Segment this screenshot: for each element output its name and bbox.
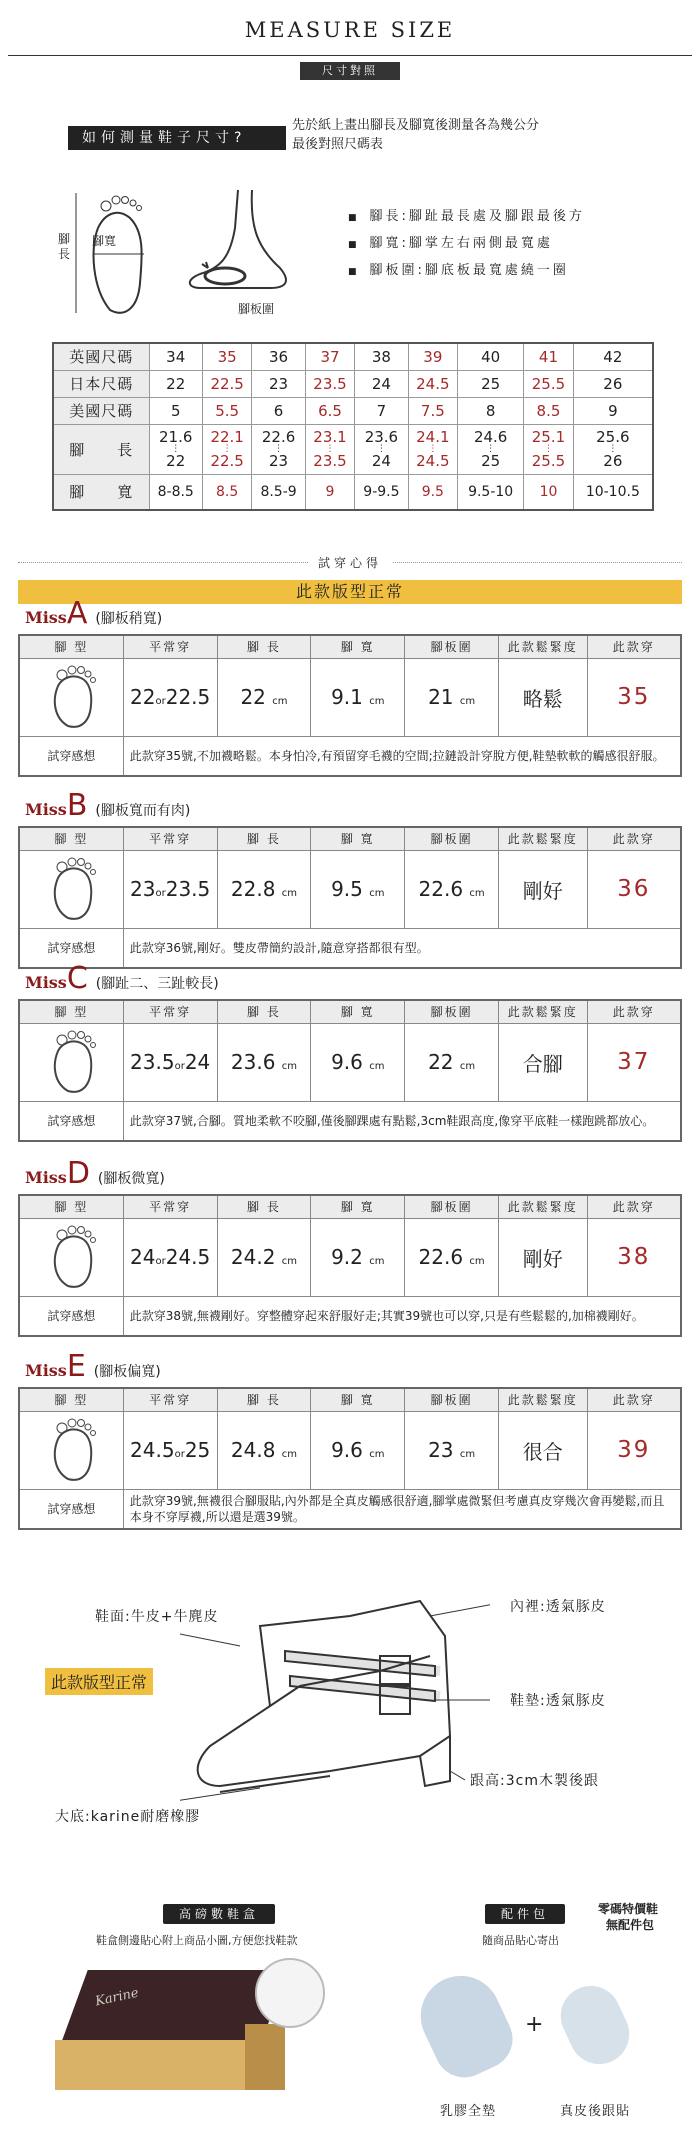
length-min: 25.1 xyxy=(531,427,566,446)
fit-col-header: 此款鬆緊度 xyxy=(499,1195,588,1218)
length-cell: 25.6 ⋮ 26 xyxy=(573,424,653,474)
chosen-size: 35 xyxy=(587,658,681,736)
size-row-label: 日本尺碼 xyxy=(53,370,149,397)
fit-col-header: 腳 寬 xyxy=(311,1195,405,1218)
bullet-width: ■ 腳寬:腳掌左右兩側最寬處 xyxy=(348,231,585,258)
foot-length-label: 腳長 xyxy=(58,232,71,261)
bullet-length: ■ 腳長:腳趾最長處及腳跟最後方 xyxy=(348,204,585,231)
size-row-label: 美國尺碼 xyxy=(53,397,149,424)
heel-pad-image xyxy=(551,1976,639,2074)
foot-shape-icon xyxy=(19,850,123,928)
size-cell: 22.5 xyxy=(202,370,251,397)
foot-side-icon xyxy=(180,188,320,298)
header-divider xyxy=(8,55,692,56)
chosen-size: 36 xyxy=(587,850,681,928)
lining-material: 內裡:透氣豚皮 xyxy=(510,1599,606,1615)
size-cell: 25.5 xyxy=(524,370,573,397)
size-cell: 41 xyxy=(524,343,573,370)
fit-col-header: 腳 型 xyxy=(19,1000,123,1023)
trial-comment: 此款穿37號,合腳。質地柔軟不咬腳,僅後腳踝處有點鬆,3cm鞋跟高度,像穿平底鞋一樣跑跳都放心。 xyxy=(123,1101,681,1141)
foot-shape-icon xyxy=(19,1023,123,1101)
length-min: 21.6 xyxy=(159,427,193,446)
product-fit-banner: 此款版型正常 xyxy=(45,1668,153,1695)
size-row xyxy=(53,343,653,370)
length-cell: 23.1 ⋮ 23.5 xyxy=(305,424,354,474)
length-label: 腳 長 xyxy=(53,424,149,474)
fit-col-header: 腳板圍 xyxy=(405,635,499,658)
length-cell: 22.1 ⋮ 22.5 xyxy=(202,424,251,474)
box-title: 高磅數鞋盒 xyxy=(163,1904,275,1924)
fit-col-header: 腳 長 xyxy=(217,1195,311,1218)
fit-col-header: 腳 寬 xyxy=(311,635,405,658)
model-fit-table xyxy=(18,826,682,969)
foot-width: 9.5 cm xyxy=(311,850,405,928)
size-cell: 38 xyxy=(355,343,408,370)
foot-shape-icon xyxy=(19,1218,123,1296)
length-max: 22 xyxy=(166,451,186,470)
foot-shape-icon xyxy=(19,658,123,736)
model-title: MissA (腳板稍寬) xyxy=(25,596,163,631)
model-letter: E xyxy=(66,1349,86,1384)
length-min: 23.1 xyxy=(313,427,347,446)
fit-tightness: 很合 xyxy=(499,1411,588,1489)
size-cell: 24 xyxy=(355,370,408,397)
length-cell: 24.1 ⋮ 24.5 xyxy=(408,424,457,474)
length-cell: 25.1 ⋮ 25.5 xyxy=(524,424,573,474)
model-letter: C xyxy=(66,961,88,996)
model-title: MissC (腳趾二、三趾較長) xyxy=(25,961,219,996)
foot-shape-icon xyxy=(19,1411,123,1489)
size-cell: 37 xyxy=(305,343,354,370)
measure-instruction-1: 先於紙上畫出腳長及腳寬後測量各為幾公分 xyxy=(292,118,540,133)
fit-col-header: 腳板圍 xyxy=(405,1388,499,1411)
length-max: 26 xyxy=(603,451,623,470)
normal-size: 24or24.5 xyxy=(123,1218,217,1296)
size-cell: 5.5 xyxy=(202,397,251,424)
box-note: 鞋盒側邊貼心附上商品小圖,方便您找鞋款 xyxy=(96,1934,298,1947)
foot-instep: 22.6 cm xyxy=(405,1218,499,1296)
fit-col-header: 腳板圍 xyxy=(405,827,499,850)
size-cell: 8.5 xyxy=(524,397,573,424)
accessory-title: 配件包 xyxy=(485,1904,565,1924)
chosen-size: 39 xyxy=(587,1411,681,1489)
model-desc: (腳趾二、三趾較長) xyxy=(95,976,219,992)
comment-label: 試穿感想 xyxy=(19,928,123,968)
fit-col-header: 腳 型 xyxy=(19,827,123,850)
upper-material: 鞋面:牛皮+牛麂皮 xyxy=(95,1609,219,1625)
normal-size: 22or22.5 xyxy=(123,658,217,736)
size-cell: 6.5 xyxy=(305,397,354,424)
header-subtitle: 尺寸對照 xyxy=(300,62,400,80)
model-desc: (腳板微寬) xyxy=(97,1171,165,1187)
size-chart xyxy=(52,342,654,511)
width-cell: 9.5-10 xyxy=(458,474,524,510)
fit-col-header: 此款穿 xyxy=(587,827,681,850)
length-max: 25 xyxy=(481,451,501,470)
length-row xyxy=(53,424,653,474)
size-cell: 7.5 xyxy=(408,397,457,424)
length-max: 24.5 xyxy=(416,451,450,470)
length-min: 24.1 xyxy=(416,427,450,446)
length-min: 23.6 xyxy=(364,427,399,446)
fit-col-header: 腳 寬 xyxy=(311,1000,405,1023)
measure-instruction-2: 最後對照尺碼表 xyxy=(292,137,384,152)
size-cell: 22 xyxy=(149,370,202,397)
foot-instep: 22.6 cm xyxy=(405,850,499,928)
accessory-item-2: 真皮後跟貼 xyxy=(560,2104,631,2119)
size-cell: 23.5 xyxy=(305,370,354,397)
size-cell: 39 xyxy=(408,343,457,370)
shoe-line-drawing xyxy=(180,1596,490,1806)
length-max: 24 xyxy=(371,451,391,470)
length-cell: 21.6 ⋮ 22 xyxy=(149,424,202,474)
width-cell: 9.5 xyxy=(408,474,457,510)
fit-col-header: 腳 長 xyxy=(217,635,311,658)
foot-length: 24.2 cm xyxy=(217,1218,311,1296)
size-cell: 35 xyxy=(202,343,251,370)
length-max: 25.5 xyxy=(531,451,566,470)
fit-col-header: 此款鬆緊度 xyxy=(499,1000,588,1023)
foot-instep: 23 cm xyxy=(405,1411,499,1489)
length-max: 22.5 xyxy=(210,451,244,470)
normal-size: 23or23.5 xyxy=(123,850,217,928)
foot-width-label: 腳寬 xyxy=(92,234,117,248)
box-brand: Karine xyxy=(93,1985,140,2010)
fit-tightness: 合腳 xyxy=(499,1023,588,1101)
width-cell: 9-9.5 xyxy=(355,474,408,510)
fit-col-header: 腳 型 xyxy=(19,1195,123,1218)
comment-label: 試穿感想 xyxy=(19,1296,123,1336)
foot-width: 9.6 cm xyxy=(311,1411,405,1489)
model-desc: (腳板寬而有肉) xyxy=(95,803,191,819)
trial-heading: 試穿心得 xyxy=(0,554,700,571)
comment-label: 試穿感想 xyxy=(19,1101,123,1141)
normal-size: 24.5or25 xyxy=(123,1411,217,1489)
fit-col-header: 此款穿 xyxy=(587,1388,681,1411)
fit-tightness: 略鬆 xyxy=(499,658,588,736)
foot-outline-icon xyxy=(70,188,160,318)
fit-col-header: 腳 型 xyxy=(19,1388,123,1411)
fit-col-header: 腳 長 xyxy=(217,1388,311,1411)
fit-col-header: 此款鬆緊度 xyxy=(499,1388,588,1411)
foot-length: 22.8 cm xyxy=(217,850,311,928)
size-row-label: 英國尺碼 xyxy=(53,343,149,370)
page-title: MEASURE SIZE xyxy=(244,18,456,42)
normal-size: 23.5or24 xyxy=(123,1023,217,1101)
fit-col-header: 腳板圍 xyxy=(405,1000,499,1023)
width-cell: 10 xyxy=(524,474,573,510)
instep-label: 腳板圍 xyxy=(238,302,275,316)
chosen-size: 38 xyxy=(587,1218,681,1296)
accessory-note: 隨商品貼心寄出 xyxy=(482,1934,559,1947)
fit-col-header: 腳 寬 xyxy=(311,827,405,850)
fit-col-header: 腳 長 xyxy=(217,827,311,850)
latex-insole-image xyxy=(408,1963,523,2087)
box-label-zoom xyxy=(255,1958,325,2028)
trial-comment: 此款穿38號,無襪剛好。穿整體穿起來舒服好走;其實39號也可以穿,只是有些鬆鬆的,加棉襪剛好。 xyxy=(123,1296,681,1336)
foot-length: 23.6 cm xyxy=(217,1023,311,1101)
width-cell: 8.5 xyxy=(202,474,251,510)
width-label: 腳 寬 xyxy=(53,474,149,510)
fit-col-header: 腳 寬 xyxy=(311,1388,405,1411)
size-cell: 26 xyxy=(573,370,653,397)
size-cell: 42 xyxy=(573,343,653,370)
size-row xyxy=(53,370,653,397)
fit-col-header: 此款穿 xyxy=(587,1000,681,1023)
fit-col-header: 此款穿 xyxy=(587,635,681,658)
size-cell: 8 xyxy=(458,397,524,424)
fit-col-header: 平常穿 xyxy=(123,827,217,850)
fit-col-header: 此款鬆緊度 xyxy=(499,635,588,658)
trial-comment: 此款穿36號,剛好。雙皮帶簡約設計,隨意穿搭都很有型。 xyxy=(123,928,681,968)
fit-col-header: 此款鬆緊度 xyxy=(499,827,588,850)
fit-tightness: 剛好 xyxy=(499,850,588,928)
plus-icon: + xyxy=(525,2012,544,2037)
foot-instep: 22 cm xyxy=(405,1023,499,1101)
size-cell: 40 xyxy=(458,343,524,370)
shoe-box-image xyxy=(55,1964,285,2094)
sole-material: 大底:karine耐磨橡膠 xyxy=(55,1809,201,1825)
foot-width: 9.2 cm xyxy=(311,1218,405,1296)
insole-material: 鞋墊:透氣豚皮 xyxy=(510,1693,606,1709)
model-desc: (腳板稍寬) xyxy=(95,611,163,627)
fit-col-header: 腳 型 xyxy=(19,635,123,658)
size-cell: 34 xyxy=(149,343,202,370)
fit-col-header: 平常穿 xyxy=(123,635,217,658)
foot-width: 9.6 cm xyxy=(311,1023,405,1101)
length-min: 22.6 xyxy=(261,427,296,446)
model-fit-table xyxy=(18,1194,682,1337)
model-letter: D xyxy=(66,1156,90,1191)
length-min: 22.1 xyxy=(210,427,244,446)
bullet-instep: ■ 腳板圍:腳底板最寬處繞一圈 xyxy=(348,258,585,285)
width-cell: 10-10.5 xyxy=(573,474,653,510)
model-fit-table xyxy=(18,1387,682,1530)
fit-col-header: 平常穿 xyxy=(123,1195,217,1218)
foot-length: 24.8 cm xyxy=(217,1411,311,1489)
size-cell: 24.5 xyxy=(408,370,457,397)
length-cell: 23.6 ⋮ 24 xyxy=(355,424,408,474)
fit-col-header: 腳 長 xyxy=(217,1000,311,1023)
length-max: 23.5 xyxy=(313,451,347,470)
length-min: 25.6 xyxy=(596,427,630,446)
length-max: 23 xyxy=(269,451,289,470)
discount-note-1: 零碼特價鞋 xyxy=(598,1902,659,1916)
length-min: 24.6 xyxy=(473,427,508,446)
trial-comment: 此款穿35號,不加襪略鬆。本身怕冷,有預留穿毛襪的空間;拉鏈設計穿脫方便,鞋墊軟軟的觸感很舒服。 xyxy=(123,736,681,776)
width-row xyxy=(53,474,653,510)
measure-bullets xyxy=(348,204,585,285)
size-row xyxy=(53,397,653,424)
length-cell: 24.6 ⋮ 25 xyxy=(458,424,524,474)
size-cell: 5 xyxy=(149,397,202,424)
foot-length: 22 cm xyxy=(217,658,311,736)
measure-question: 如何測量鞋子尺寸? xyxy=(68,126,286,150)
accessory-item-1: 乳膠全墊 xyxy=(440,2104,497,2119)
size-cell: 25 xyxy=(458,370,524,397)
length-cell: 22.6 ⋮ 23 xyxy=(252,424,305,474)
comment-label: 試穿感想 xyxy=(19,1489,123,1529)
foot-instep: 21 cm xyxy=(405,658,499,736)
foot-width: 9.1 cm xyxy=(311,658,405,736)
model-desc: (腳板偏寬) xyxy=(93,1364,161,1380)
model-fit-table xyxy=(18,999,682,1142)
discount-note-2: 無配件包 xyxy=(606,1918,655,1932)
fit-col-header: 平常穿 xyxy=(123,1000,217,1023)
comment-label: 試穿感想 xyxy=(19,736,123,776)
size-cell: 36 xyxy=(252,343,305,370)
model-letter: A xyxy=(66,596,88,631)
heel-info: 跟高:3cm木製後跟 xyxy=(470,1773,599,1789)
size-cell: 9 xyxy=(573,397,653,424)
fit-col-header: 腳板圍 xyxy=(405,1195,499,1218)
width-cell: 8-8.5 xyxy=(149,474,202,510)
width-cell: 8.5-9 xyxy=(252,474,305,510)
size-cell: 23 xyxy=(252,370,305,397)
width-cell: 9 xyxy=(305,474,354,510)
model-fit-table xyxy=(18,634,682,777)
fit-tightness: 剛好 xyxy=(499,1218,588,1296)
trial-comment: 此款穿39號,無襪很合腳服貼,內外都是全真皮觸感很舒適,腳掌處微緊但考慮真皮穿幾次會再變鬆,而且本身不穿厚襪,所以還是選39號。 xyxy=(123,1489,681,1529)
size-cell: 6 xyxy=(252,397,305,424)
model-title: MissB (腳板寬而有肉) xyxy=(25,788,191,823)
model-letter: B xyxy=(66,788,88,823)
size-cell: 7 xyxy=(355,397,408,424)
model-title: MissD (腳板微寬) xyxy=(25,1156,165,1191)
fit-normal-banner: 此款版型正常 xyxy=(18,580,682,604)
chosen-size: 37 xyxy=(587,1023,681,1101)
fit-col-header: 平常穿 xyxy=(123,1388,217,1411)
fit-col-header: 此款穿 xyxy=(587,1195,681,1218)
model-title: MissE (腳板偏寬) xyxy=(25,1349,161,1384)
